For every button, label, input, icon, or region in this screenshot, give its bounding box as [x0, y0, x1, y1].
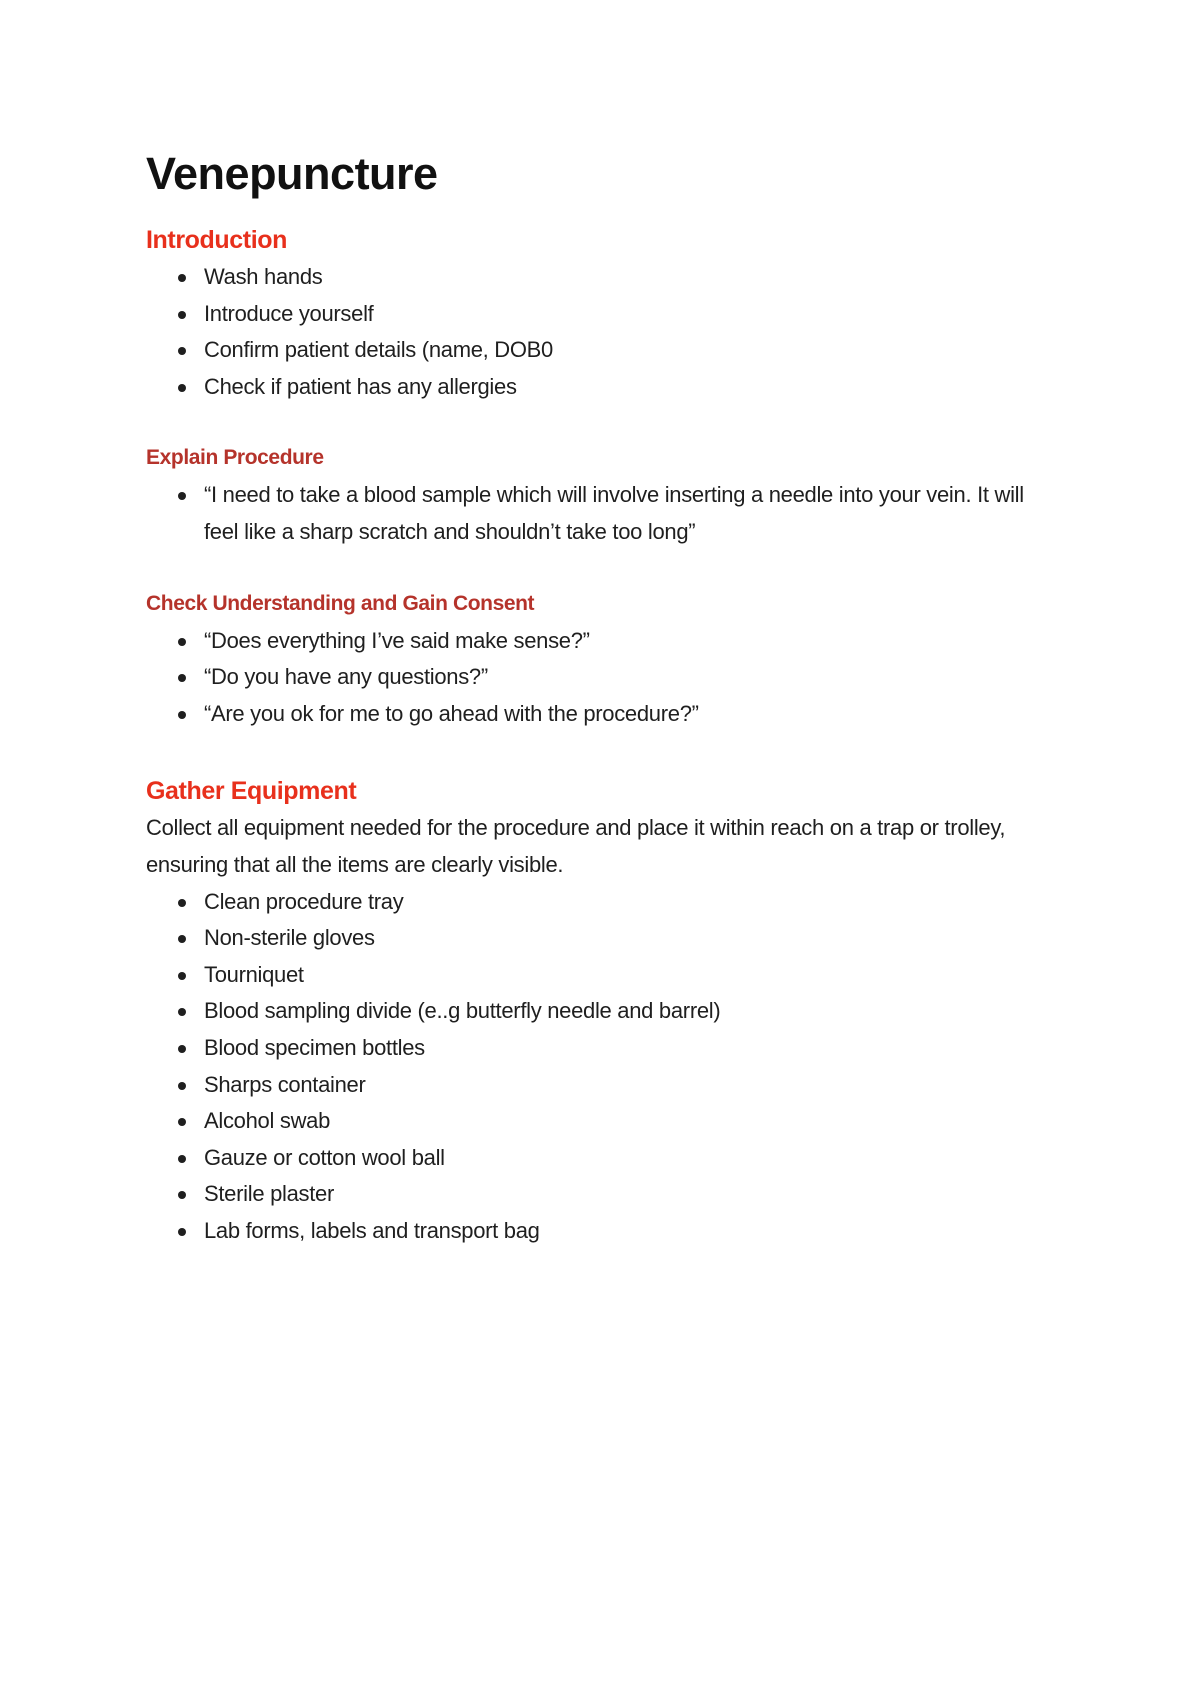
check-understanding-list: [146, 623, 1061, 733]
list-item-text: Confirm patient details (name, DOB0: [204, 337, 553, 363]
bullet-icon: [178, 935, 186, 943]
list-item-text: Blood sampling divide (e..g butterfly needle and barrel): [204, 998, 721, 1024]
bullet-icon: [178, 1008, 186, 1016]
bullet-icon: [178, 1228, 186, 1236]
bullet-icon: [178, 492, 186, 500]
explain-procedure-heading: Explain Procedure: [146, 446, 324, 470]
list-item: [204, 332, 1061, 369]
page-title: Venepuncture: [146, 148, 438, 199]
bullet-icon: [178, 674, 186, 682]
equipment-list: [146, 884, 1061, 1250]
introduction-heading: Introduction: [146, 226, 288, 254]
check-understanding-heading: Check Understanding and Gain Consent: [146, 591, 535, 615]
list-item-text: Sterile plaster: [204, 1181, 335, 1207]
gather-equipment-intro: Collect all equipment needed for the procedure and place it within reach on a trap or trolley, ensuring that all the items are clearly visible.: [146, 815, 1006, 877]
bullet-icon: [178, 1191, 186, 1199]
list-item-text: Check if patient has any allergies: [204, 373, 517, 399]
bullet-icon: [178, 347, 186, 355]
list-item: [204, 920, 1061, 957]
bullet-icon: [178, 1118, 186, 1126]
list-item: [204, 1067, 1061, 1104]
list-item: [204, 1103, 1061, 1140]
list-item-text: Alcohol swab: [204, 1108, 331, 1134]
list-item: [204, 993, 1061, 1030]
list-item: [204, 1140, 1061, 1177]
list-item: [204, 659, 1061, 696]
introduction-list: [146, 259, 1061, 405]
list-item-text: Sharps container: [204, 1071, 366, 1097]
list-item-text: “Does everything I’ve said make sense?”: [204, 627, 590, 653]
bullet-icon: [178, 311, 186, 319]
list-item-text: Clean procedure tray: [204, 888, 404, 914]
bullet-icon: [178, 1045, 186, 1053]
bullet-icon: [178, 711, 186, 719]
list-item: [204, 296, 1061, 333]
list-item: [204, 884, 1061, 921]
list-item: [204, 1176, 1061, 1213]
bullet-icon: [178, 899, 186, 907]
list-item-text: “I need to take a blood sample which will involve inserting a needle into your vein. It will feel like a sharp scratch and shouldn’t take too long”: [204, 482, 1024, 544]
list-item-text: “Are you ok for me to go ahead with the procedure?”: [204, 700, 699, 726]
list-item-text: Gauze or cotton wool ball: [204, 1144, 445, 1170]
list-item-text: Introduce yourself: [204, 300, 374, 326]
list-item: [204, 369, 1061, 406]
list-item-text: Blood specimen bottles: [204, 1034, 425, 1060]
list-item: [204, 623, 1061, 660]
bullet-icon: [178, 972, 186, 980]
list-item-text: Wash hands: [204, 264, 323, 289]
list-item: [204, 477, 1061, 550]
list-item-text: “Do you have any questions?”: [204, 664, 488, 690]
bullet-icon: [178, 1082, 186, 1090]
list-item: [204, 696, 1061, 733]
explain-procedure-list: [146, 477, 1061, 550]
bullet-icon: [178, 1155, 186, 1163]
list-item: [204, 1030, 1061, 1067]
list-item-text: Lab forms, labels and transport bag: [204, 1217, 540, 1243]
bullet-icon: [178, 274, 186, 282]
list-item: [204, 259, 1061, 296]
bullet-icon: [178, 638, 186, 646]
bullet-icon: [178, 384, 186, 392]
list-item: [204, 957, 1061, 994]
list-item-text: Tourniquet: [204, 961, 304, 987]
list-item: [204, 1213, 1061, 1250]
list-item-text: Non-sterile gloves: [204, 925, 375, 951]
document-page: [146, 145, 1061, 1249]
gather-equipment-heading: Gather Equipment: [146, 777, 357, 806]
